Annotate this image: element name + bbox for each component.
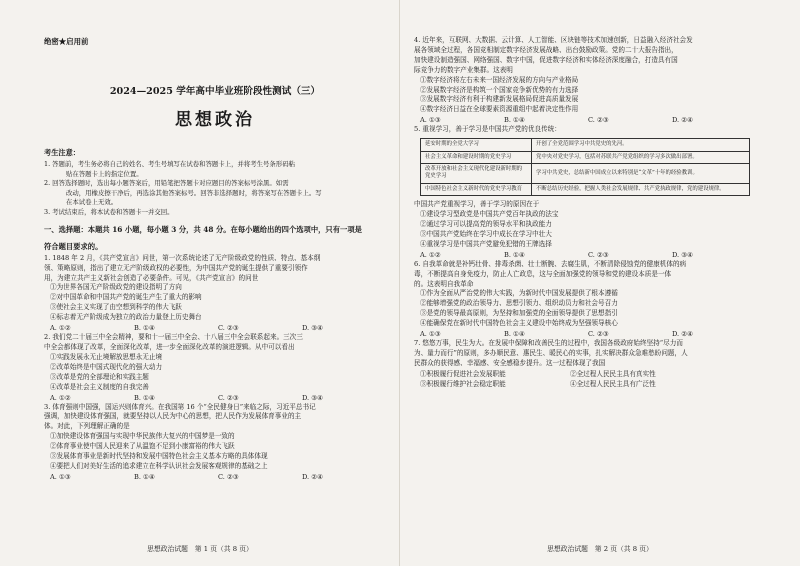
question-4 bbox=[414, 36, 764, 125]
confidential-mark: 绝密★启用前 bbox=[44, 37, 89, 46]
question-stem-line: 际竞争力的数字产业集群。这表明 bbox=[414, 65, 513, 74]
question-stem-line: 中全会都体现了改革，全面深化改革，进一步全面深化改革的演进逻辑。从中可以看出 bbox=[44, 343, 295, 351]
table-cell: 不断总结历史经验，把握人类社会发展规律、共产党执政规律，党的建设规律。 bbox=[532, 183, 750, 195]
question-stem-line: 1. 1848 年 2 月，《共产党宣言》问世，第一次系统论述了无产阶级政党的性质、特点、基本纲 bbox=[44, 253, 321, 262]
answer-choice: B. ①④ bbox=[504, 116, 525, 125]
question-stem-line: 为、量力而行”的原则，多办顺民意、惠民生、暖民心的实事，扎实解决群众急难愁盼问题，人 bbox=[414, 348, 688, 357]
table-cell: 开创了全党范围学习中共党史的先河。 bbox=[532, 139, 750, 151]
option-statement: ④改革是社会主义制度的自我完善 bbox=[50, 382, 149, 391]
question-stem-line: 2. 我们党二十届三中全会精神，要和十一届三中全会、十八届三中全会联系起来。三次三 bbox=[44, 333, 303, 342]
question-stem-line: 强调，加快建设体育强国，就要坚持以人民为中心的思想，把人民作为发展体育事业的主 bbox=[44, 412, 302, 421]
question-6 bbox=[414, 260, 764, 339]
page-2 bbox=[400, 0, 800, 566]
answer-choice: D. ②④ bbox=[672, 330, 694, 339]
table-cell: 延安时期的全党大学习 bbox=[421, 139, 532, 151]
option-pair bbox=[414, 379, 764, 389]
option-pair bbox=[414, 369, 764, 379]
question bbox=[44, 333, 386, 402]
answer-choice: B. ①④ bbox=[504, 250, 525, 259]
option-statement: ②发展数字经济是构筑一个国家竞争新优势的有力选择 bbox=[420, 85, 579, 94]
answer-choices bbox=[414, 250, 764, 260]
question-stem-line: 中国共产党重视学习，善于学习的原因在于 bbox=[414, 200, 540, 209]
section-heading bbox=[44, 225, 386, 253]
option-statement: ④标志着无产阶级成为独立的政治力量登上历史舞台 bbox=[50, 313, 202, 322]
question-stem-line: 7. 悠悠万事，民生为大。在发展中保障和改善民生的过程中，我国各级政府始终坚持“尽力而 bbox=[414, 339, 683, 348]
option-statement: ①建设学习型政党是中国共产党百年执政的法宝 bbox=[420, 210, 559, 219]
page-footer: 思想政治试题 第 1 页（共 8 页） bbox=[147, 545, 253, 553]
option-statement: ①作为全面从严治党的伟大实践，为新时代中国发展提供了根本遵循 bbox=[420, 289, 618, 298]
answer-choices bbox=[44, 393, 386, 403]
exam-title: 2024—2025 学年高中毕业班阶段性测试（三） bbox=[109, 86, 321, 97]
option-statement: ①数字经济将左右未来一国经济发展的方向与产业格局 bbox=[420, 75, 579, 84]
answer-choices bbox=[44, 323, 386, 333]
question-stem-line: 毒，不断提高自身免疫力，防止人亡政息，这与全面加强党的领导和党的建设本质是一体 bbox=[414, 269, 672, 278]
option-statement: ③使社会主义实现了由空想到科学的伟大飞跃 bbox=[50, 303, 182, 312]
question-stem-line: 民群众的获得感、幸福感、安全感稳步提升。这一过程体现了我国 bbox=[414, 358, 606, 367]
table-cell: 党中央对党史学习，包括对苏联共产党党组织的学习多次做出部署。 bbox=[532, 151, 750, 163]
option-statement: ②全过程人民民主具有真实性 bbox=[570, 369, 656, 378]
answer-choices bbox=[44, 472, 386, 482]
option-statement: ④重视学习是中国共产党避免犯错的王牌选择 bbox=[420, 239, 552, 248]
option-statement: ④能确保党在新时代中国特色社会主义建设中始终成为坚强领导核心 bbox=[420, 319, 618, 328]
party-study-table bbox=[420, 138, 750, 196]
answer-choice: C. ②③ bbox=[588, 330, 609, 339]
answer-choice: A. ①③ bbox=[50, 472, 71, 481]
note-line: 改动，用橡皮擦干净后，再选涂其他答案标号。回答非选择题时，将答案写在答题卡上。写 bbox=[66, 188, 322, 197]
answer-choice: D. ③④ bbox=[302, 393, 324, 402]
answer-choices bbox=[414, 115, 764, 125]
option-statement: ①实践发展永无止境解放思想永无止境 bbox=[50, 352, 163, 361]
option-statement: ③发展体育事业是新时代坚持和发展中国特色社会主义基本方略的具体体现 bbox=[50, 452, 268, 461]
question-stem-line: 领、策略原则，指出了建立无产阶级政权的必要性，为中国共产党的诞生提供了重要引领作 bbox=[44, 263, 308, 272]
table-cell: 社会主义革命和建设时期的党史学习 bbox=[421, 151, 532, 163]
note-line: 1. 答题前，考生务必将自己的姓名、考生号填写在试卷和答题卡上，并将考生号条形码粘 bbox=[44, 160, 295, 168]
option-statement: ②能够增强党的政治领导力、思想引领力、组织动员力和社会号召力 bbox=[420, 299, 618, 308]
subject-title: 思想政治 bbox=[175, 110, 255, 130]
table-cell: 中国特色社会主义新时代的党史学习教育 bbox=[421, 183, 532, 195]
answer-choices bbox=[414, 329, 764, 339]
answer-choice: A. ①③ bbox=[420, 330, 441, 339]
option-statement: ③是党的领导最高原则，为坚持和加强党的全面领导提供了思想指引 bbox=[420, 309, 618, 318]
option-statement: ①为世界各国无产阶级政党的建设指明了方向 bbox=[50, 283, 182, 292]
answer-choice: D. ②④ bbox=[302, 472, 324, 481]
question-stem-line: 展各领域全过程，各国竞相制定数字经济发展战略、出台鼓励政策。党的二十大报告指出， bbox=[414, 45, 678, 54]
table-row bbox=[421, 183, 750, 195]
option-statement: ③发展数字经济有利于构建新发展格局促进高质量发展 bbox=[420, 95, 579, 104]
answer-choice: B. ①④ bbox=[134, 324, 155, 333]
question-7 bbox=[414, 339, 764, 389]
note-line: 2. 回答选择题时，选出每小题答案后，用铅笔把答题卡对应题目的答案标号涂黑。如需 bbox=[44, 179, 289, 188]
option-statement: ①积极履行促进社会发展职能 bbox=[420, 369, 506, 378]
option-statement: ②对中国革命和中国共产党的诞生产生了重大的影响 bbox=[50, 293, 202, 302]
question-5 bbox=[414, 125, 764, 259]
option-statement: ④全过程人民民主具有广泛性 bbox=[570, 379, 656, 388]
answer-choice: A. ①③ bbox=[420, 116, 441, 125]
note-line: 3. 考试结束后，将本试卷和答题卡一并交回。 bbox=[44, 207, 174, 216]
answer-choice: A. ①② bbox=[420, 250, 441, 259]
question bbox=[44, 254, 386, 333]
option-statement: ④要把人们对美好生活的追求建立在科学认识社会发展客观规律的基础之上 bbox=[50, 461, 268, 470]
table-cell: 学习中共党史，总结新中国成立以来特别是“文革”十年的经验教训。 bbox=[532, 163, 750, 183]
answer-choice: D. ③④ bbox=[672, 250, 694, 259]
answer-choice: C. ②③ bbox=[588, 250, 609, 259]
option-statement: ③改革是党的全部理论和实践主题 bbox=[50, 372, 149, 381]
answer-choice: D. ②④ bbox=[672, 116, 694, 125]
answer-choice: C. ②③ bbox=[218, 324, 239, 333]
answer-choice: A. ①② bbox=[50, 324, 71, 333]
answer-choice: C. ②③ bbox=[218, 393, 239, 402]
answer-choice: D. ③④ bbox=[302, 324, 324, 333]
question-stem-line: 用，为建立共产主义新社会创造了必要条件。可见，《共产党宣言》的问世 bbox=[44, 273, 259, 282]
note-line: 在本试卷上无效。 bbox=[66, 198, 118, 207]
table-cell: 改革开放和社会主义现代化建设新时期的党史学习 bbox=[421, 163, 532, 183]
answer-choice: C. ②③ bbox=[588, 116, 609, 125]
question-stem-line: 加快建设制造强国、网络强国、数字中国，促进数字经济和实体经济深度融合，打造具有国 bbox=[414, 55, 678, 64]
note-line: 贴在答题卡上的指定位置。 bbox=[66, 169, 143, 178]
table-row bbox=[421, 139, 750, 151]
answer-choice: C. ②③ bbox=[218, 472, 239, 481]
exam-notes bbox=[44, 160, 386, 218]
option-statement: ②体育事业使中国人民迎来了从温饱不足到小康富裕的伟大飞跃 bbox=[50, 442, 235, 451]
answer-choice: B. ①④ bbox=[134, 393, 155, 402]
question-stem-line: 的。这表明自我革命 bbox=[414, 279, 474, 288]
table-row bbox=[421, 163, 750, 183]
answer-choice: A. ①② bbox=[50, 393, 71, 402]
option-statement: ④数字经济日益在全球要素资源重组中起着决定性作用 bbox=[420, 105, 579, 114]
option-statement: ②通过学习可以提高党的领导水平和执政能力 bbox=[420, 220, 552, 228]
section-heading-line: 一、选择题：本题共 16 小题，每小题 3 分，共 48 分。在每小题给出的四个选项中，只有一项是 bbox=[44, 224, 362, 234]
section-heading-line: 符合题目要求的。 bbox=[44, 242, 103, 252]
question-stem-line: 3. 体育强则中国强，国运兴则体育兴。在我国第 16 个“全民健身日”来临之际，习近平总书记 bbox=[44, 402, 316, 411]
option-statement: ①加快建设体育强国与实现中华民族伟大复兴的中国梦是一致的 bbox=[50, 432, 235, 441]
question bbox=[44, 403, 386, 482]
question-list-page-1 bbox=[44, 254, 386, 482]
question-stem-line: 5. 重视学习，善于学习是中国共产党的优良传统： bbox=[414, 125, 561, 134]
question-stem-line: 6. 自我革命就是补钙壮骨、排毒杀菌、壮士断腕、去腐生肌，不断清除侵蚀党的健康机体的病 bbox=[414, 259, 687, 268]
question-stem-line: 4. 近年来，互联网、大数据、云计算、人工智能、区块链等技术加速创新，日益融入经济社会发 bbox=[414, 36, 693, 44]
page-footer: 思想政治试题 第 2 页（共 8 页） bbox=[547, 545, 653, 553]
option-statement: ③中国共产党始终在学习中成长在学习中壮大 bbox=[420, 229, 552, 238]
answer-choice: B. ①④ bbox=[134, 472, 155, 481]
table-row bbox=[421, 151, 750, 163]
answer-choice: B. ①④ bbox=[504, 330, 525, 339]
option-statement: ②改革始终是中国式现代化的强大动力 bbox=[50, 362, 163, 371]
notes-heading: 考生注意： bbox=[44, 148, 80, 157]
option-statement: ③积极履行维护社会稳定职能 bbox=[420, 379, 506, 388]
question-stem-line: 体。对此，下列理解正确的是 bbox=[44, 422, 130, 431]
